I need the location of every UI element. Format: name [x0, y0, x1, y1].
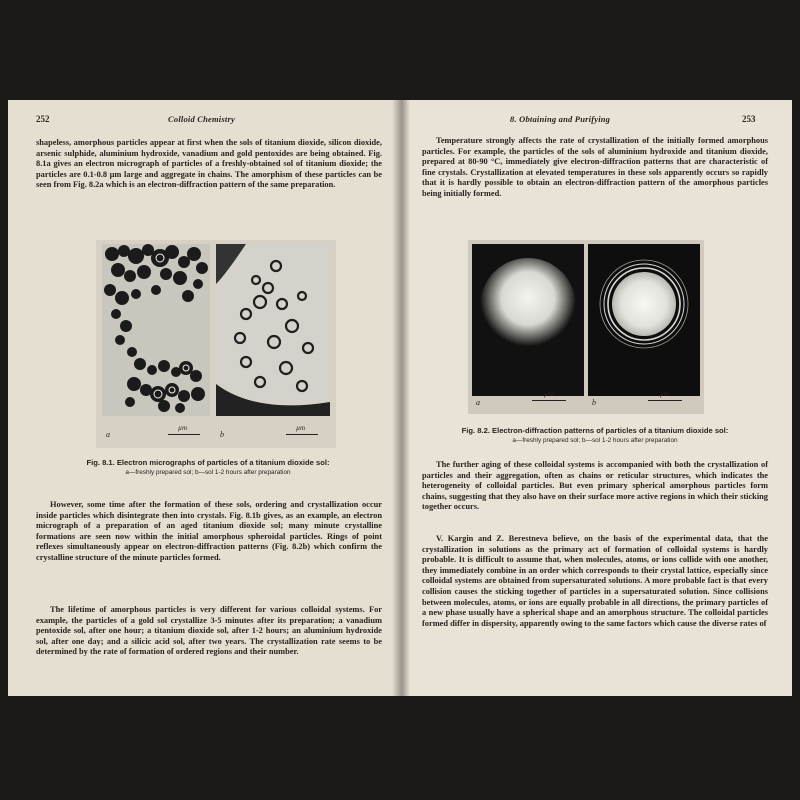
figure-8-1-caption-sub: a—freshly prepared sol; b—sol 1-2 hours after preparation — [125, 469, 291, 476]
right-paragraph-2: The further aging of these colloidal systems is accompanied with both the crystallization of particles and their aggregation, often as chains or reticular structures, which indicates the heterogeneity of colloidal particles. But even primary spherical amorphous particles form chains, suggesting that they also have on their surface more active regions in which their sticking together occurs. — [422, 460, 768, 512]
micrograph-panel-a — [102, 244, 210, 416]
figure-8-2-label-b: b — [592, 398, 596, 407]
left-paragraph-3: The lifetime of amorphous particles is very different for various colloidal systems. For example, the particles of a gold sol crystallize 3-5 minutes after its preparation; a vanadium pentoxide sol, after one hour; a titanium dioxide sol, after 1-2 hours; an aluminium hydroxide sol, after one day; and a silicic acid sol, after two years. The crystallization rate seems to be determined by the rate of formation of ordered regions and their number. — [36, 605, 382, 657]
left-page — [8, 100, 400, 696]
diffraction-panel-b — [588, 244, 700, 396]
figure-8-1-label-a: a — [106, 430, 110, 439]
left-page-number: 252 — [36, 114, 50, 124]
figure-8-1-scale-bar-b — [286, 434, 318, 435]
figure-8-1-label-b: b — [220, 430, 224, 439]
book-gutter — [392, 100, 410, 696]
figure-8-2-scale-bar-a — [532, 400, 566, 401]
figure-8-2 — [468, 240, 704, 414]
figure-8-2-scale-bar-b — [648, 400, 682, 401]
figure-8-2-scale-b: µm — [660, 390, 670, 398]
right-paragraph-1: Temperature strongly affects the rate of crystallization of the initially formed amorphous particles. For example, the particles of the sols of aluminium hydroxide and titanium dioxide, prepared at 80-90 °C, immediately give electron-diffraction patterns that are characteristic of fine crystals. Crystallization at elevated temperatures in these sols apparently occurs so rapidly that it is hardly possible to obtain an electron-diffraction pattern of the amorphous particles being initially formed. — [422, 136, 768, 198]
left-paragraph-1: shapeless, amorphous particles appear at first when the sols of titanium dioxide, silicon dioxide, arsenic sulphide, aluminium hydroxide, vanadium and gold pentoxides are being obtained. Fig. 8.1a gives an electron micrograph of particles of a freshly-obtained sol of titanium dioxide; the particles are 0.1-0.8 µm large and aggregate in chains. The amorphism of these particles can be seen from Fig. 8.2a which is an electron-diffraction pattern of the same preparation. — [36, 138, 382, 190]
figure-8-2-scale-a: µm — [544, 390, 554, 398]
figure-8-1-caption-title: Fig. 8.1. Electron micrographs of particles of a titanium dioxide sol: — [86, 458, 330, 467]
figure-8-2-caption — [420, 426, 770, 446]
figure-8-1-scale-a: µm — [178, 424, 188, 432]
left-running-head: Colloid Chemistry — [168, 114, 235, 124]
figure-8-1-caption — [48, 458, 368, 478]
micrograph-panel-b — [216, 244, 330, 416]
figure-8-1 — [96, 240, 336, 448]
diffraction-panel-a — [472, 244, 584, 396]
figure-8-2-caption-sub: a—freshly prepared sol; b—sol 1-2 hours after preparation — [512, 437, 678, 444]
right-running-head: 8. Obtaining and Purifying — [510, 114, 611, 124]
right-page-number: 253 — [742, 114, 756, 124]
figure-8-1-scale-bar-a — [168, 434, 200, 435]
figure-8-2-label-a: a — [476, 398, 480, 407]
right-paragraph-3: V. Kargin and Z. Berestneva believe, on the basis of the experimental data, that the crystallization in solutions as the primary act of formation of colloidal systems is hardly probable. It is difficult to assume that, when molecules, atoms, or ions collide with one another, they immediately combine in an order which corresponds to their crystal lattice, especially since colloidal systems are obtained from supersaturated solutions. A more probable fact is that every collision causes the sticking together of particles in a supersaturated solution. Since collisions between molecules, atoms, or ions are equally probable in all directions, the primary particles of a new phase usually have a spherical shape and an amorphous structure. The colloidal particles formed differ in dispersity, apparently owing to the same factors which cause the diverse rates of — [422, 534, 768, 628]
figure-8-2-caption-title: Fig. 8.2. Electron-diffraction patterns of particles of a titanium dioxide sol: — [461, 426, 729, 435]
left-paragraph-2: However, some time after the formation of these sols, ordering and crystallization occur inside particles which disintegrate then into crystals. Fig. 8.1b gives, as an example, an electron micrograph of a preparation of an aged titanium dioxide sol; many minute crystalline formations are seen now within the initial amorphous spheroidal particles. Rings of point reflexes simultaneously appear on electron-diffraction patterns (Fig. 8.2b) which confirm the crystalline structure of the minute particles formed. — [36, 500, 382, 562]
right-page — [400, 100, 792, 696]
figure-8-1-scale-b: µm — [296, 424, 306, 432]
